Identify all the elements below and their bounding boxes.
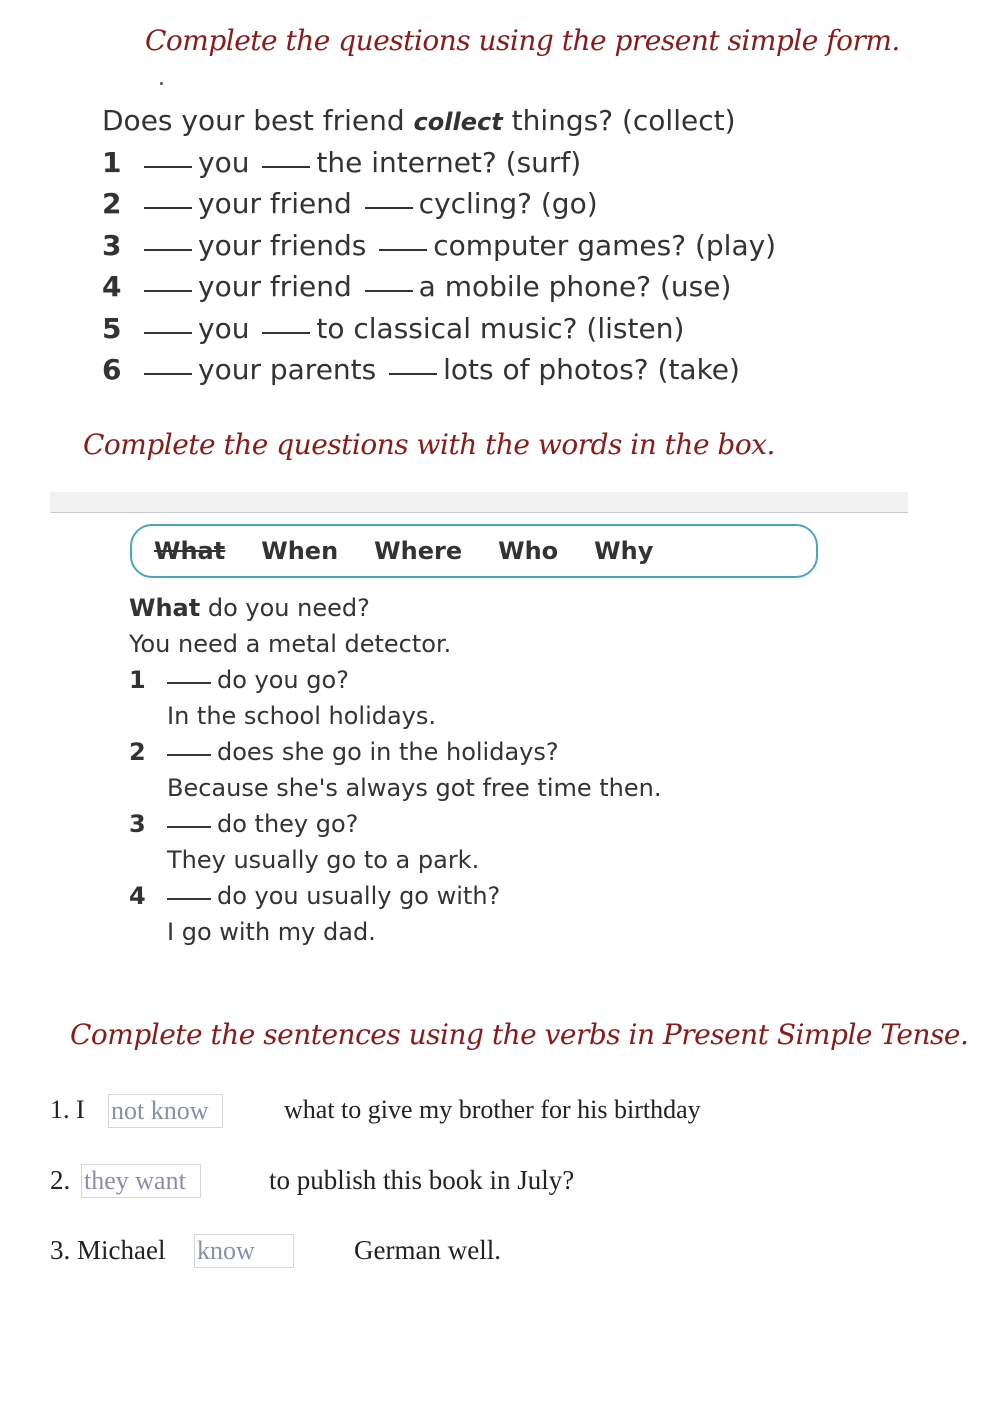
item-answer: I go with my dad.: [167, 918, 376, 946]
item-rest: to classical music? (listen): [316, 311, 685, 345]
word-box-item: Where: [374, 537, 463, 565]
item-subject: your friends: [198, 228, 367, 262]
list-item: [102, 349, 776, 391]
word-box-item: Who: [498, 537, 559, 565]
list-item: [102, 308, 776, 350]
item-question: do you go?: [217, 666, 349, 694]
answer-blank: [262, 332, 310, 334]
item-subject: you: [198, 311, 250, 345]
item-question: does she go in the holidays?: [217, 738, 559, 766]
word-box-item: Why: [594, 537, 654, 565]
heading-present-simple-questions: Complete the questions using the present simple form.: [145, 24, 900, 57]
item-rest: a mobile phone? (use): [418, 270, 732, 303]
answer-blank: [144, 290, 192, 292]
stray-dot: [160, 82, 163, 85]
list-item: [102, 225, 776, 267]
example-answer: You need a metal detector.: [129, 630, 452, 658]
list-item: [129, 806, 661, 842]
item-number: 4: [129, 882, 146, 910]
list-item: [129, 878, 661, 914]
item-subject: your parents: [198, 353, 377, 386]
item-number: 6: [102, 353, 122, 386]
list-item: [129, 662, 661, 698]
divider-band: [50, 492, 908, 513]
answer-blank: [365, 207, 413, 209]
answer-blank: [144, 249, 192, 251]
list-item: [102, 142, 776, 184]
answer-blank: [262, 166, 310, 168]
item-number: 3: [129, 810, 146, 838]
item-rest: computer games? (play): [433, 228, 777, 262]
example-answer: collect: [413, 108, 503, 136]
answer-blank: [389, 373, 437, 375]
answer-blank: [144, 373, 192, 375]
answer-blank: [144, 166, 192, 168]
item-number: 2: [102, 187, 122, 220]
answer-blank: [144, 207, 192, 209]
item-question: do you usually go with?: [217, 882, 501, 910]
answer-input[interactable]: know: [194, 1234, 294, 1268]
item-rest: lots of photos? (take): [443, 353, 740, 386]
exercise-1: [102, 100, 776, 391]
list-item: [102, 183, 776, 225]
item-question: do they go?: [217, 810, 359, 838]
item-subject: your friend: [198, 187, 352, 220]
example-question-word: What: [129, 594, 201, 622]
exercise-2: [129, 590, 661, 950]
list-item: [102, 266, 776, 308]
sentence-prefix: 2.: [50, 1165, 71, 1195]
word-box: [130, 524, 818, 578]
list-item: [129, 734, 661, 770]
answer-input[interactable]: they want: [81, 1164, 201, 1198]
answer-blank: [167, 682, 211, 684]
answer-blank: [379, 249, 427, 251]
answer-blank: [167, 826, 211, 828]
item-subject: you: [198, 145, 250, 179]
item-answer: Because she's always got free time then.: [167, 774, 662, 802]
item-number: 2: [129, 738, 146, 766]
item-answer: In the school holidays.: [167, 702, 437, 730]
heading-present-simple-sentences: Complete the sentences using the verbs in Present Simple Tense.: [70, 1018, 969, 1051]
example-pre: Does your best friend: [102, 104, 405, 137]
word-box-item: When: [261, 537, 339, 565]
answer-blank: [167, 898, 211, 900]
item-number: 5: [102, 311, 122, 345]
heading-words-in-box: Complete the questions with the words in the box.: [83, 428, 775, 461]
answer-input[interactable]: not know: [108, 1094, 223, 1128]
example-post: things? (collect): [511, 104, 736, 137]
sentence-suffix: what to give my brother for his birthday: [284, 1095, 701, 1124]
answer-blank: [167, 754, 211, 756]
word-box-item: What: [154, 537, 226, 565]
sentence-suffix: German well.: [354, 1235, 501, 1265]
sentence-prefix: 1. I: [50, 1095, 85, 1124]
item-number: 4: [102, 270, 122, 303]
sentence-prefix: 3. Michael: [50, 1235, 166, 1265]
item-answer: They usually go to a park.: [167, 846, 480, 874]
item-subject: your friend: [198, 270, 352, 303]
example-question-rest: do you need?: [207, 594, 370, 622]
item-rest: the internet? (surf): [316, 145, 582, 179]
example-question: [129, 590, 661, 626]
item-number: 3: [102, 228, 122, 262]
item-number: 1: [102, 145, 122, 179]
sentence-suffix: to publish this book in July?: [269, 1165, 575, 1195]
item-rest: cycling? (go): [418, 187, 598, 220]
answer-blank: [365, 290, 413, 292]
answer-blank: [144, 332, 192, 334]
item-number: 1: [129, 666, 146, 694]
example-row: [102, 100, 776, 142]
